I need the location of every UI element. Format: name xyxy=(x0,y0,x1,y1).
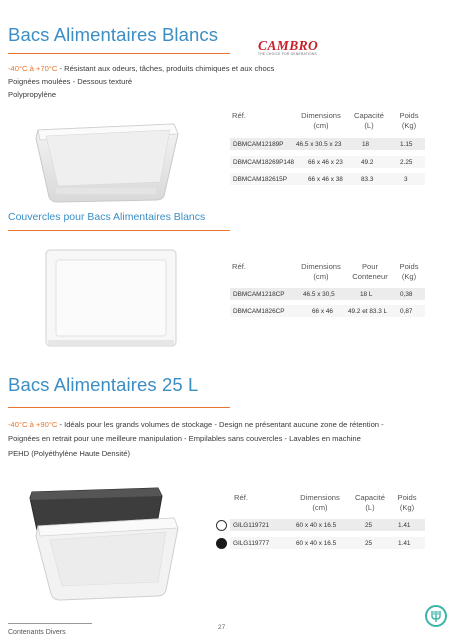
tubs-25l-image xyxy=(20,478,180,604)
section1-line1 xyxy=(8,64,274,73)
t3-header-cap-label: Capacité xyxy=(355,493,385,502)
section1-title: Bacs Alimentaires Blancs xyxy=(8,24,219,45)
lid-image xyxy=(44,248,180,350)
t3-header-dim xyxy=(295,493,345,512)
t1-header-cap xyxy=(349,111,389,130)
t3-header-cap xyxy=(350,493,390,512)
t2-row2-weight: 0,87 xyxy=(400,308,413,315)
logo-tagline: THE CHOICE FOR GENERATIONS xyxy=(258,52,317,56)
t2-row1-ref: DBMCAM1218CP xyxy=(233,291,285,298)
t2-header-dim-label: Dimensions xyxy=(301,262,341,271)
t3-row1-weight: 1.41 xyxy=(398,522,411,529)
t1-header-ref: Réf. xyxy=(232,111,246,120)
color-swatch-white xyxy=(216,520,227,531)
cambro-logo xyxy=(258,38,319,56)
t3-header-dim-label: Dimensions xyxy=(300,493,340,502)
t3-header-dim-unit: (cm) xyxy=(312,502,328,512)
section3-rule xyxy=(8,407,230,408)
section2-rule xyxy=(8,230,230,231)
t2-header-weight-label: Poids xyxy=(399,262,419,271)
t2-header-ref: Réf. xyxy=(232,262,246,271)
section3-line1 xyxy=(8,420,384,429)
t1-row2-ref: DBMCAM18269P148 xyxy=(233,159,295,166)
t2-row1-dim: 46.5 x 30,5 xyxy=(303,291,335,298)
footer-section-name: Contenants Divers xyxy=(8,629,66,636)
t1-row3-weight: 3 xyxy=(404,176,408,183)
t1-header-cap-unit: (L) xyxy=(364,120,374,130)
white-tub-image xyxy=(32,112,182,204)
t2-header-for xyxy=(348,262,392,281)
t2-header-for-label: Pour xyxy=(361,262,379,271)
t2-header-for-unit: Conteneur xyxy=(352,271,388,281)
t3-row1-dim: 60 x 40 x 16.5 xyxy=(296,522,337,529)
t3-header-ref: Réf. xyxy=(234,493,248,502)
t1-header-dim xyxy=(296,111,346,130)
t2-header-weight-unit: (Kg) xyxy=(401,271,417,281)
t1-row1-cap: 18 xyxy=(362,141,370,148)
utensils-icon xyxy=(427,607,445,625)
t1-header-dim-label: Dimensions xyxy=(301,111,341,120)
t3-header-weight-label: Poids xyxy=(397,493,417,502)
t2-row1-for: 18 L xyxy=(360,291,373,298)
t1-header-weight xyxy=(397,111,421,130)
section1-line1-text: - Résistant aux odeurs, tâches, produits chimiques et aux chocs xyxy=(57,64,275,73)
t3-row1-cap: 25 xyxy=(365,522,373,529)
t3-header-weight xyxy=(395,493,419,512)
t1-row1-dim: 46.5 x 30.5 x 23 xyxy=(296,141,342,148)
t1-row1-weight: 1.15 xyxy=(400,141,413,148)
section3-line3: PEHD (Polyéthylène Haute Densité) xyxy=(8,449,130,458)
section3-title: Bacs Alimentaires 25 L xyxy=(8,374,199,395)
color-swatch-black xyxy=(216,538,227,549)
page-number: 27 xyxy=(218,624,226,631)
t1-header-weight-unit: (Kg) xyxy=(401,120,417,130)
t1-header-weight-label: Poids xyxy=(399,111,419,120)
t1-row1-ref: DBMCAM12189P xyxy=(233,141,284,148)
t1-row2-dim: 66 x 46 x 23 xyxy=(308,159,343,166)
t3-header-weight-unit: (Kg) xyxy=(399,502,415,512)
t2-header-dim xyxy=(296,262,346,281)
section2-title: Couvercles pour Bacs Alimentaires Blancs xyxy=(8,211,206,223)
t2-header-weight xyxy=(397,262,421,281)
t1-header-cap-label: Capacité xyxy=(354,111,384,120)
t1-row3-ref: DBMCAM182615P xyxy=(233,176,287,183)
t3-row2-weight: 1.41 xyxy=(398,540,411,547)
t1-row2-cap: 49.2 xyxy=(361,159,374,166)
t1-header-dim-unit: (cm) xyxy=(313,120,329,130)
t2-row2-dim: 66 x 46 xyxy=(312,308,333,315)
section1-line2: Poignées moulées - Dessous texturé xyxy=(8,77,133,86)
section3-line2: Poignées en retrait pour une meilleure manipulation - Empilables sans couvercles - Lavables en machine xyxy=(8,434,361,443)
t2-row1-weight: 0,38 xyxy=(400,291,413,298)
section3-temp: -40°C à +90°C xyxy=(8,420,58,429)
t3-row1-ref: GILG119721 xyxy=(233,522,270,529)
logo-word: CAMBRO xyxy=(258,38,319,53)
t1-row3-cap: 83.3 xyxy=(361,176,374,183)
t3-row2-dim: 60 x 40 x 16.5 xyxy=(296,540,337,547)
section3-line1-text: - Idéals pour les grands volumes de stockage - Design ne présentant aucune zone de rétention - xyxy=(57,420,384,429)
brand-mark-icon xyxy=(425,605,447,627)
t1-row3-dim: 66 x 46 x 38 xyxy=(308,176,343,183)
t3-header-cap-unit: (L) xyxy=(365,502,375,512)
section1-line3: Polypropylène xyxy=(8,90,57,99)
t2-header-dim-unit: (cm) xyxy=(313,271,329,281)
footer-rule xyxy=(8,623,92,624)
t2-row2-for: 49.2 et 83.3 L xyxy=(348,308,388,315)
section1-rule xyxy=(8,53,230,54)
t2-row2-ref: DBMCAM1826CP xyxy=(233,308,285,315)
t1-row2-weight: 2.25 xyxy=(400,159,413,166)
t3-row2-cap: 25 xyxy=(365,540,373,547)
t3-row2-ref: GILG119777 xyxy=(233,540,270,547)
section1-temp: -40°C à +70°C xyxy=(8,64,58,73)
